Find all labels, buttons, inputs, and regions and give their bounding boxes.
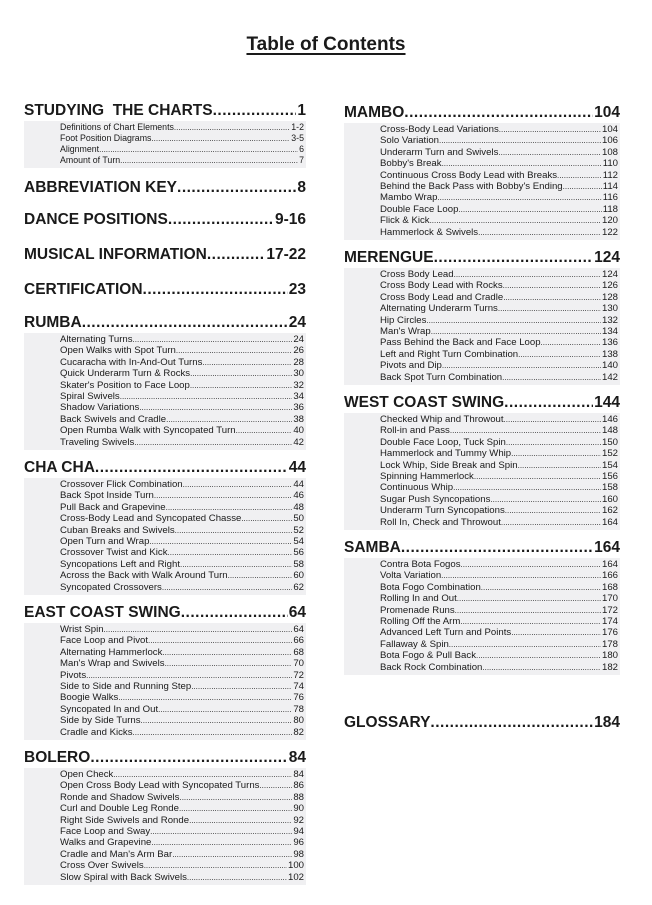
toc-subitems bbox=[344, 268, 620, 385]
toc-entry[interactable]: Underarm Turn and Swivels ..... 108 bbox=[344, 147, 620, 158]
toc-entry[interactable]: Hammerlock & Swivels ..... 122 bbox=[344, 227, 620, 238]
toc-entry[interactable]: Sugar Push Syncopations ..... 160 bbox=[344, 494, 620, 505]
toc-heading[interactable]: GLOSSARY ..... 184 bbox=[344, 713, 620, 732]
right-column bbox=[344, 0, 620, 905]
toc-entry[interactable]: Face Loop and Sway ..... 94 bbox=[24, 826, 306, 837]
toc-section-merengue bbox=[344, 248, 620, 385]
toc-entry[interactable]: Cross-Body Lead Variations ..... 104 bbox=[344, 124, 620, 135]
toc-entry[interactable]: Face Loop and Pivot ..... 66 bbox=[24, 635, 306, 646]
toc-entry[interactable]: Bota Fogo Combination ..... 168 bbox=[344, 582, 620, 593]
toc-entry[interactable]: Foot Position Diagrams ..... 3-5 bbox=[24, 133, 306, 144]
toc-entry[interactable]: Wrist Spin ..... 64 bbox=[24, 624, 306, 635]
toc-entry[interactable]: Syncopations Left and Right ..... 58 bbox=[24, 559, 306, 570]
toc-heading[interactable]: SAMBA ..... 164 bbox=[344, 538, 620, 557]
toc-section-rumba bbox=[24, 313, 306, 450]
toc-entry[interactable]: Slow Spiral with Back Swivels ..... 102 bbox=[24, 872, 306, 883]
toc-entry[interactable]: Mambo Wrap ..... 116 bbox=[344, 192, 620, 203]
toc-entry[interactable]: Pivots and Dip ..... 140 bbox=[344, 360, 620, 371]
toc-entry[interactable]: Cross Over Swivels ..... 100 bbox=[24, 860, 306, 871]
toc-entry[interactable]: Pivots ..... 72 bbox=[24, 670, 306, 681]
toc-entry[interactable]: Double Face Loop, Tuck Spin ..... 150 bbox=[344, 437, 620, 448]
toc-entry[interactable]: Alternating Underarm Turns ..... 130 bbox=[344, 303, 620, 314]
toc-subitems bbox=[344, 413, 620, 530]
toc-entry[interactable]: Checked Whip and Throwout ..... 146 bbox=[344, 414, 620, 425]
toc-entry[interactable]: Amount of Turn ..... 7 bbox=[24, 155, 306, 166]
toc-section-east-coast-swing bbox=[24, 603, 306, 740]
toc-entry[interactable]: Volta Variation ..... 166 bbox=[344, 570, 620, 581]
toc-entry[interactable]: Crossover Twist and Kick ..... 56 bbox=[24, 547, 306, 558]
toc-entry[interactable]: Cradle and Man's Arm Bar ..... 98 bbox=[24, 849, 306, 860]
toc-entry[interactable]: Cross Body Lead and Cradle ..... 128 bbox=[344, 292, 620, 303]
toc-section-certification bbox=[24, 280, 306, 299]
toc-entry[interactable]: Open Check ..... 84 bbox=[24, 769, 306, 780]
toc-section-musical-information bbox=[24, 245, 306, 264]
toc-entry[interactable]: Alignment ..... 6 bbox=[24, 144, 306, 155]
toc-entry[interactable]: Open Rumba Walk with Syncopated Turn ..... 40 bbox=[24, 425, 306, 436]
toc-entry[interactable]: Back Spot Turn Combination ..... 142 bbox=[344, 372, 620, 383]
toc-entry[interactable]: Rolling In and Out ..... 170 bbox=[344, 593, 620, 604]
toc-heading[interactable]: RUMBA ..... 24 bbox=[24, 313, 306, 332]
toc-entry[interactable]: Cross Body Lead ..... 124 bbox=[344, 269, 620, 280]
toc-entry[interactable]: Back Swivels and Cradle ..... 38 bbox=[24, 414, 306, 425]
toc-entry[interactable]: Contra Bota Fogos ..... 164 bbox=[344, 559, 620, 570]
toc-entry[interactable]: Pull Back and Grapevine ..... 48 bbox=[24, 502, 306, 513]
toc-entry[interactable]: Cucaracha with In-And-Out Turns ..... 28 bbox=[24, 357, 306, 368]
toc-entry[interactable]: Side by Side Turns ..... 80 bbox=[24, 715, 306, 726]
toc-subitems bbox=[24, 333, 306, 450]
toc-entry[interactable]: Traveling Swivels ..... 42 bbox=[24, 437, 306, 448]
toc-entry[interactable]: Promenade Runs ..... 172 bbox=[344, 605, 620, 616]
toc-entry[interactable]: Cuban Breaks and Swivels ..... 52 bbox=[24, 525, 306, 536]
toc-entry[interactable]: Continuous Cross Body Lead with Breaks ..... 112 bbox=[344, 170, 620, 181]
toc-entry[interactable]: Spinning Hammerlock ..... 156 bbox=[344, 471, 620, 482]
toc-section-bolero bbox=[24, 748, 306, 885]
left-column bbox=[24, 0, 306, 905]
toc-heading[interactable]: BOLERO ..... 84 bbox=[24, 748, 306, 767]
toc-subitems bbox=[344, 558, 620, 675]
toc-entry[interactable]: Open Cross Body Lead with Syncopated Turns ..... 86 bbox=[24, 780, 306, 791]
toc-entry[interactable]: Solo Variation ..... 106 bbox=[344, 135, 620, 146]
toc-entry[interactable]: Man's Wrap ..... 134 bbox=[344, 326, 620, 337]
toc-entry[interactable]: Open Walks with Spot Turn ..... 26 bbox=[24, 345, 306, 356]
toc-entry[interactable]: Open Turn and Wrap ..... 54 bbox=[24, 536, 306, 547]
toc-subitems bbox=[24, 478, 306, 595]
toc-heading[interactable]: EAST COAST SWING ..... 64 bbox=[24, 603, 306, 622]
toc-entry[interactable]: Definitions of Chart Elements ..... 1-2 bbox=[24, 122, 306, 133]
toc-entry[interactable]: Man's Wrap and Swivels ..... 70 bbox=[24, 658, 306, 669]
toc-heading[interactable]: CHA CHA ..... 44 bbox=[24, 458, 306, 477]
toc-entry[interactable]: Flick & Kick ..... 120 bbox=[344, 215, 620, 226]
toc-heading[interactable]: MUSICAL INFORMATION ..... 17-22 bbox=[24, 245, 306, 264]
toc-entry[interactable]: Quick Underarm Turn & Rocks ..... 30 bbox=[24, 368, 306, 379]
toc-entry[interactable]: Roll-in and Pass ..... 148 bbox=[344, 425, 620, 436]
toc-entry[interactable]: Behind the Back Pass with Bobby's Ending ..... 114 bbox=[344, 181, 620, 192]
toc-subitems bbox=[24, 623, 306, 740]
toc-section-west-coast-swing bbox=[344, 393, 620, 530]
toc-entry[interactable]: Double Face Loop ..... 118 bbox=[344, 204, 620, 215]
toc-entry[interactable]: Cradle and Kicks ..... 82 bbox=[24, 727, 306, 738]
toc-entry[interactable]: Back Rock Combination ..... 182 bbox=[344, 662, 620, 673]
toc-entry[interactable]: Pass Behind the Back and Face Loop ..... 136 bbox=[344, 337, 620, 348]
toc-entry[interactable]: Side to Side and Running Step ..... 74 bbox=[24, 681, 306, 692]
toc-entry[interactable]: Bota Fogo & Pull Back ..... 180 bbox=[344, 650, 620, 661]
toc-section-glossary bbox=[344, 713, 620, 732]
toc-entry[interactable]: Curl and Double Leg Ronde ..... 90 bbox=[24, 803, 306, 814]
page-title: Table of Contents bbox=[246, 34, 406, 55]
toc-entry[interactable]: Right Side Swivels and Ronde ..... 92 bbox=[24, 815, 306, 826]
toc-entry[interactable]: Syncopated In and Out ..... 78 bbox=[24, 704, 306, 715]
toc-heading[interactable]: STUDYING THE CHARTS ..... 1 bbox=[24, 101, 306, 120]
toc-entry[interactable]: Continuous Whip ..... 158 bbox=[344, 482, 620, 493]
toc-heading[interactable]: CERTIFICATION ..... 23 bbox=[24, 280, 306, 299]
toc-entry[interactable]: Bobby's Break ..... 110 bbox=[344, 158, 620, 169]
toc-entry[interactable]: Rolling Off the Arm ..... 174 bbox=[344, 616, 620, 627]
toc-entry[interactable]: Alternating Turns ..... 24 bbox=[24, 334, 306, 345]
toc-entry[interactable]: Hip Circles ..... 132 bbox=[344, 315, 620, 326]
toc-entry[interactable]: Syncopated Crossovers ..... 62 bbox=[24, 582, 306, 593]
toc-entry[interactable]: Alternating Hammerlock ..... 68 bbox=[24, 647, 306, 658]
toc-heading[interactable]: WEST COAST SWING ..... 144 bbox=[344, 393, 620, 412]
toc-entry[interactable]: Hammerlock and Tummy Whip ..... 152 bbox=[344, 448, 620, 459]
toc-entry[interactable]: Underarm Turn Syncopations ..... 162 bbox=[344, 505, 620, 516]
toc-entry[interactable]: Lock Whip, Side Break and Spin ..... 154 bbox=[344, 460, 620, 471]
toc-section-mambo bbox=[344, 103, 620, 240]
toc-entry[interactable]: Cross Body Lead with Rocks ..... 126 bbox=[344, 280, 620, 291]
toc-entry[interactable]: Spiral Swivels ..... 34 bbox=[24, 391, 306, 402]
toc-entry[interactable]: Advanced Left Turn and Points ..... 176 bbox=[344, 627, 620, 638]
toc-entry[interactable]: Ronde and Shadow Swivels ..... 88 bbox=[24, 792, 306, 803]
toc-heading[interactable]: ABBREVIATION KEY ..... 8 bbox=[24, 178, 306, 197]
toc-heading[interactable]: MAMBO ..... 104 bbox=[344, 103, 620, 122]
toc-entry[interactable]: Crossover Flick Combination ..... 44 bbox=[24, 479, 306, 490]
toc-entry[interactable]: Back Spot Inside Turn ..... 46 bbox=[24, 490, 306, 501]
toc-heading[interactable]: MERENGUE ..... 124 bbox=[344, 248, 620, 267]
toc-section-abbreviation-key bbox=[24, 178, 306, 197]
toc-entry[interactable]: Skater's Position to Face Loop ..... 32 bbox=[24, 380, 306, 391]
toc-entry[interactable]: Across the Back with Walk Around Turn ..... 60 bbox=[24, 570, 306, 581]
toc-entry[interactable]: Left and Right Turn Combination ..... 138 bbox=[344, 349, 620, 360]
toc-entry[interactable]: Fallaway & Spin ..... 178 bbox=[344, 639, 620, 650]
toc-section-dance-positions bbox=[24, 210, 306, 229]
toc-section-cha-cha bbox=[24, 458, 306, 595]
toc-section-samba bbox=[344, 538, 620, 675]
toc-section-studying bbox=[24, 101, 306, 168]
toc-entry[interactable]: Walks and Grapevine ..... 96 bbox=[24, 837, 306, 848]
toc-entry[interactable]: Roll In, Check and Throwout ..... 164 bbox=[344, 517, 620, 528]
toc-entry[interactable]: Shadow Variations ..... 36 bbox=[24, 402, 306, 413]
toc-entry[interactable]: Boogie Walks ..... 76 bbox=[24, 692, 306, 703]
toc-subitems bbox=[24, 121, 306, 168]
toc-entry[interactable]: Cross-Body Lead and Syncopated Chasse ..... 50 bbox=[24, 513, 306, 524]
toc-subitems bbox=[344, 123, 620, 240]
toc-subitems bbox=[24, 768, 306, 885]
toc-heading[interactable]: DANCE POSITIONS ..... 9-16 bbox=[24, 210, 306, 229]
